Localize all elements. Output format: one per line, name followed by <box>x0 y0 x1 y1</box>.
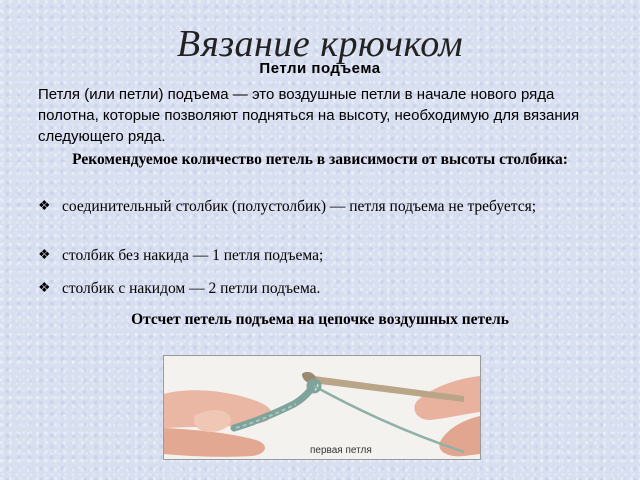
crochet-illustration <box>164 356 480 459</box>
intro-paragraph: Петля (или петли) подъема — это воздушные петли в начале нового ряда полотна, которые позволяют подняться на высоту, необходимую для вязания следующего ряда. <box>38 86 580 145</box>
list-item <box>38 196 608 245</box>
slide-subtitle: Петли подъема <box>259 60 381 77</box>
photo-caption: Отсчет петель подъема на цепочке воздушных петель <box>131 311 509 328</box>
list-heading: Рекомендуемое количество петель в зависимости от высоты столбика: <box>72 151 568 168</box>
list-item <box>38 278 608 299</box>
diamond-bullet-icon: ❖ <box>38 248 51 263</box>
list-item-text: столбик с накидом — 2 петли подъема. <box>62 280 321 297</box>
list-item-text: соединительный столбик (полустолбик) — петля подъема не требуется; <box>62 198 537 215</box>
slide-title: Вязание крючком <box>176 23 464 65</box>
diamond-bullet-icon: ❖ <box>38 281 51 296</box>
bullet-list <box>38 196 608 299</box>
diamond-bullet-icon: ❖ <box>38 199 51 214</box>
list-item <box>38 245 608 278</box>
list-item-text: столбик без накида — 1 петля подъема; <box>62 247 324 264</box>
photo-label: первая петля <box>310 445 372 456</box>
